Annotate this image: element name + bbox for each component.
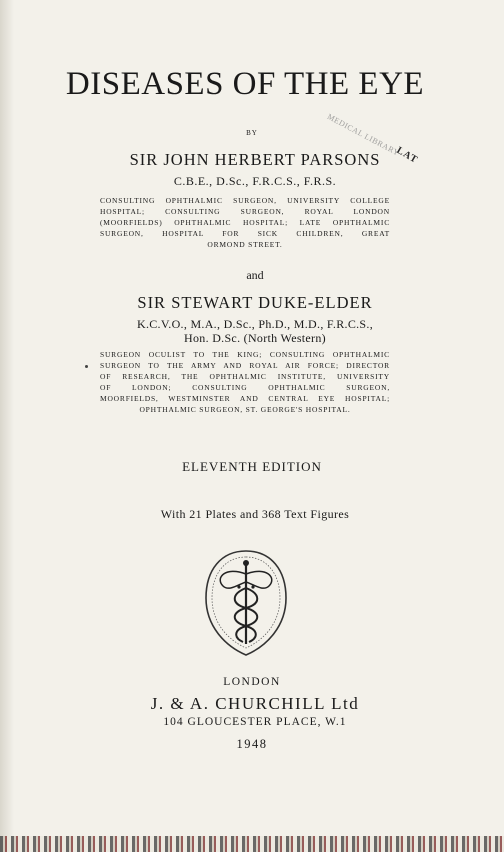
- library-stamp: MEDICAL LIBRARY: [325, 112, 401, 158]
- imprint-address: 104 GLOUCESTER PLACE, W.1: [163, 716, 347, 728]
- author1-degrees: C.B.E., D.Sc., F.R.C.S., F.R.S.: [173, 174, 337, 188]
- author1-position-line: ORMOND STREET.: [207, 240, 283, 249]
- author1-position-line: SURGEON, HOSPITAL FOR SICK CHILDREN, GREAT: [100, 229, 390, 238]
- author1-positions: [100, 195, 390, 250]
- and-label: and: [246, 268, 264, 282]
- imprint-publisher: J. & A. CHURCHILL Ltd: [150, 694, 360, 713]
- author2-honorary-degree: Hon. D.Sc. (North Western): [184, 331, 326, 345]
- page-left-edge: [0, 0, 14, 852]
- plates-note: With 21 Plates and 368 Text Figures: [160, 507, 350, 521]
- author1-position-line: HOSPITAL; CONSULTING SURGEON, ROYAL LONDON: [100, 207, 390, 216]
- author2-position-line: SURGEON OCULIST TO THE KING; CONSULTING OPHTHALMIC: [100, 350, 390, 359]
- author2-degrees: K.C.V.O., M.A., D.Sc., Ph.D., M.D., F.R.C.S.,: [136, 317, 374, 331]
- author1-name: SIR JOHN HERBERT PARSONS: [129, 150, 381, 169]
- author2-position-line: OF LONDON; CONSULTING OPHTHALMIC SURGEON,: [100, 383, 390, 392]
- author2-position-line: OPHTHALMIC SURGEON, ST. GEORGE'S HOSPITAL.: [139, 405, 351, 414]
- page-bottom-edge: [0, 836, 504, 852]
- caduceus-emblem-icon: [203, 548, 289, 658]
- author1-position-line: CONSULTING OPHTHALMIC SURGEON, UNIVERSITY COLLEGE: [100, 196, 390, 205]
- edition: ELEVENTH EDITION: [182, 459, 322, 474]
- library-stamp-mark: LAT: [394, 145, 420, 166]
- author1-position-line: (MOORFIELDS) OPHTHALMIC HOSPITAL; LATE OPHTHALMIC: [100, 218, 390, 227]
- author2-position-line: MOORFIELDS, WESTMINSTER AND CENTRAL EYE HOSPITAL;: [100, 394, 390, 403]
- ink-speck: [85, 365, 88, 368]
- by-label: BY: [246, 129, 258, 137]
- book-title: DISEASES OF THE EYE: [65, 66, 425, 102]
- imprint-city: LONDON: [223, 676, 281, 688]
- author2-position-line: SURGEON TO THE ARMY AND ROYAL AIR FORCE; DIRECTOR: [100, 361, 390, 370]
- author2-positions: [100, 349, 390, 415]
- author2-position-line: OF RESEARCH, THE OPHTHALMIC INSTITUTE, UNIVERSITY: [100, 372, 390, 381]
- author2-name: SIR STEWART DUKE-ELDER: [137, 293, 373, 312]
- imprint-year: 1948: [236, 737, 268, 751]
